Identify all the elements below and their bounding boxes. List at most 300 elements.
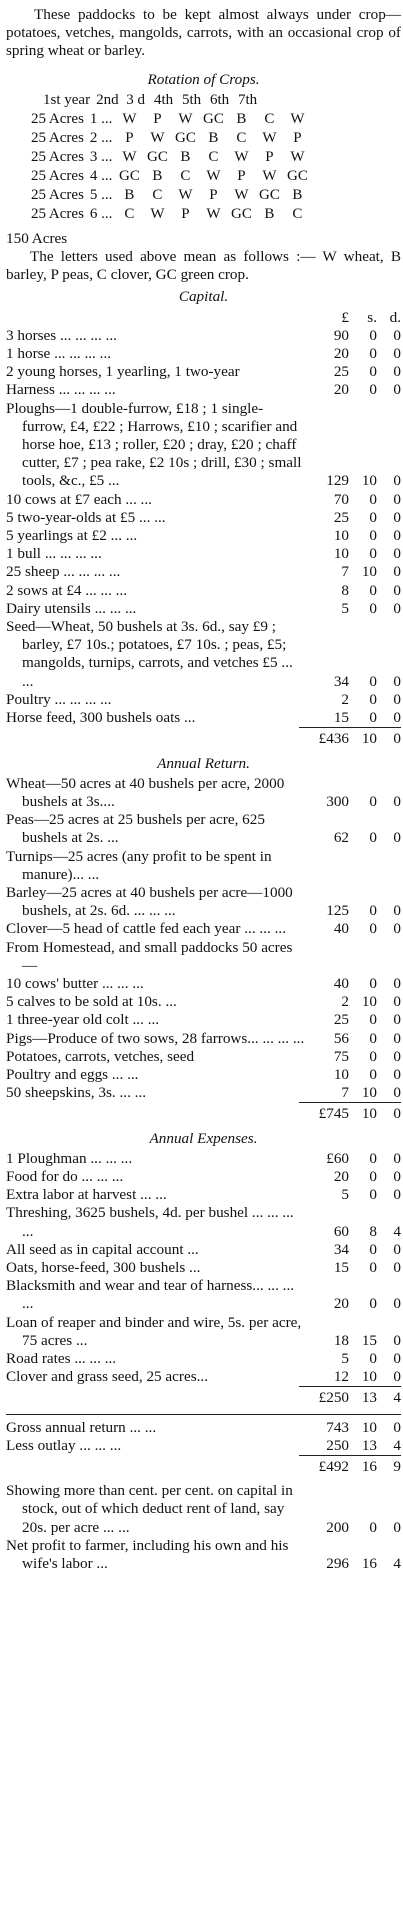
return-item-shillings: 10 [361,1084,377,1102]
return-item-label: Turnips—25 acres (any profit to be spent in manure)... ... [6,847,272,883]
expense-item-label: Oats, horse-feed, 300 bushels ... [6,1258,201,1276]
rotation-crop-cell: W [206,206,221,223]
capital-item-pounds: 25 [333,508,349,526]
expenses-total-row [6,1389,401,1407]
return-item-label: 5 calves to be sold at 10s. ... [6,993,177,1011]
rotation-field-number: 1 ... [89,111,113,128]
capital-item-shillings: 10 [361,472,377,490]
rotation-crop-cell: C [180,168,191,185]
capital-item-pence: 0 [393,563,401,581]
capital-item [6,400,401,491]
return-item-shillings: 0 [369,1029,377,1047]
rotation-acres: 25 Acres [31,130,84,147]
capital-item-pence: 0 [393,527,401,545]
capital-item-label: 1 horse ... ... ... ... [6,345,112,363]
rotation-row [28,110,311,129]
capital-item-label: 5 two-year-olds at £5 ... ... [6,508,166,526]
return-item-label: 50 sheepskins, 3s. ... ... [6,1084,147,1102]
summary-total-shillings: 16 [361,1458,377,1476]
rule [299,1455,401,1456]
rule [299,727,401,728]
capital-item [6,563,401,581]
final-item [6,1537,401,1573]
capital-item-shillings: 0 [369,381,377,399]
return-item-pence: 0 [393,920,401,938]
rotation-crop-cell: W [262,168,277,185]
return-item-label: Pigs—Produce of two sows, 28 farrows... ... ... ... [6,1029,305,1047]
capital-item-pounds: 10 [333,545,349,563]
return-item [6,920,401,938]
summary-item-label: Less outlay ... ... ... [6,1436,122,1454]
rotation-crop-cell: W [150,130,165,147]
capital-item-label: Horse feed, 300 bushels oats ... [6,709,196,727]
rotation-crop-cell: B [264,206,275,223]
capital-item-pounds: 8 [341,581,349,599]
expense-item-pence: 0 [393,1350,401,1367]
capital-item-shillings: 0 [369,490,377,508]
capital-item [6,327,401,345]
capital-item-pounds: 5 [341,599,349,617]
capital-item [6,381,401,399]
expense-item [6,1277,401,1313]
capital-item-label: Poultry ... ... ... ... [6,690,112,708]
rotation-legend: The letters used above mean as follows :— W wheat, B barley, P peas, C clover, GC green crop. [6,248,401,284]
expense-item [6,1314,401,1350]
capital-item [6,345,401,363]
return-item-shillings: 0 [369,1065,377,1083]
rotation-crop-cell: W [290,111,305,128]
expense-item-pence: 0 [393,1149,401,1167]
rotation-crop-cell: B [180,149,191,166]
rotation-crop-cell: W [122,149,137,166]
summary-item-pence: 0 [393,1418,401,1436]
capital-item [6,691,401,709]
annual-return-list [6,775,401,1103]
expense-item-pounds: 5 [341,1350,349,1367]
rotation-crop-cell: P [153,111,162,128]
expense-item-shillings: 10 [361,1368,377,1386]
currency-header [6,309,401,327]
rotation-crop-cell: GC [286,168,308,185]
expense-item-pence: 0 [393,1240,401,1258]
capital-item-label: 25 sheep ... ... ... ... [6,563,121,581]
summary-total-pence: 9 [393,1458,401,1476]
rotation-crop-cell: GC [230,206,252,223]
rotation-crop-cell: P [293,130,302,147]
rotation-header-row [28,91,262,110]
expense-item-shillings: 0 [369,1149,377,1167]
capital-item-shillings: 0 [369,508,377,526]
return-item-pounds: 25 [333,1011,349,1029]
expense-item-shillings: 0 [369,1240,377,1258]
capital-item-pounds: 2 [341,690,349,708]
return-item-label: Clover—5 head of cattle fed each year ... ... ... [6,920,287,938]
rotation-crop-cell: W [178,187,193,204]
expense-item-label: Food for do ... ... ... [6,1167,124,1185]
return-item-pounds: 300 [326,792,349,810]
rotation-crop-cell: GC [118,168,140,185]
summary-item [6,1437,401,1455]
summary-item [6,1419,401,1437]
return-item [6,848,401,884]
expense-item-shillings: 0 [369,1350,377,1367]
rotation-crop-cell: B [208,130,219,147]
expense-item-pence: 0 [393,1186,401,1204]
rotation-col-header: 3 d [126,92,145,109]
return-item-label: Wheat—50 acres at 40 bushels per acre, 2000 bushels at 3s.... [6,774,285,810]
expense-item-pounds: 34 [333,1240,349,1258]
return-total-pounds: £745 [318,1105,349,1123]
capital-item-pounds: 20 [333,345,349,363]
capital-item [6,709,401,727]
capital-item [6,509,401,527]
capital-item-pounds: 90 [333,326,349,344]
expense-item [6,1368,401,1386]
expense-item-label: Loan of reaper and binder and wire, 5s. per acre, 75 acres ... [6,1313,302,1349]
annual-expenses-list [6,1150,401,1387]
capital-item [6,491,401,509]
return-item-shillings: 0 [369,1047,377,1065]
capital-item-label: 3 horses ... ... ... ... [6,326,117,344]
intro-paragraph: These paddocks to be kept almost always under crop—potatoes, vetches, mangolds, carrots, with an occasional crop of spring wheat or barley. [6,6,401,60]
pounds-header: £ [341,308,349,326]
return-item-shillings: 0 [369,792,377,810]
capital-item-label: Harness ... ... ... ... [6,381,116,399]
capital-total-shillings: 10 [361,730,377,748]
capital-item-pounds: 34 [333,672,349,690]
capital-total-pounds: £436 [318,730,349,748]
expense-item-pence: 0 [393,1167,401,1185]
rotation-crop-cell: GC [202,111,224,128]
capital-list [6,327,401,727]
rotation-field-number: 4 ... [89,168,113,185]
final-item-shillings: 16 [361,1555,377,1573]
expenses-total-pence: 4 [393,1389,401,1407]
rotation-acres: 25 Acres [31,206,84,223]
return-item-pounds: 125 [326,902,349,920]
expense-item [6,1350,401,1368]
return-item [6,1066,401,1084]
expenses-total-pounds: £250 [318,1389,349,1407]
return-item [6,884,401,920]
capital-item-label: 2 sows at £4 ... ... ... [6,581,128,599]
expense-item [6,1241,401,1259]
rotation-crop-cell: P [209,187,218,204]
expense-item-pounds: £60 [326,1149,349,1167]
final-item-pounds: 296 [326,1555,349,1573]
expense-item-shillings: 0 [369,1258,377,1276]
return-total-shillings: 10 [361,1105,377,1123]
capital-item-pence: 0 [393,508,401,526]
final-list [6,1482,401,1573]
expense-item-shillings: 0 [369,1186,377,1204]
rotation-crop-cell: B [236,111,247,128]
capital-item-pence: 0 [393,381,401,399]
return-item-pence: 0 [393,1029,401,1047]
rotation-heading: Rotation of Crops. [147,70,260,88]
rotation-crop-cell: P [125,130,134,147]
final-item-label: Net profit to farmer, including his own and his wife's labor ... [6,1536,289,1573]
capital-item-shillings: 0 [369,345,377,363]
expense-item-pounds: 20 [333,1167,349,1185]
return-item-pence: 0 [393,902,401,920]
return-item [6,1084,401,1102]
return-item-pounds: 2 [341,993,349,1011]
rotation-crop-cell: P [265,149,274,166]
capital-item-shillings: 10 [361,563,377,581]
return-total-row [6,1105,401,1123]
rotation-crop-cell: C [292,206,303,223]
rotation-crop-cell: B [124,187,135,204]
expense-item-shillings: 15 [361,1331,377,1349]
capital-item [6,600,401,618]
rotation-field-number: 5 ... [89,187,113,204]
rotation-row [28,205,311,224]
rotation-crop-cell: P [237,168,246,185]
rotation-crop-cell: C [124,206,135,223]
return-item [6,1030,401,1048]
capital-item-label: 5 yearlings at £2 ... ... [6,527,138,545]
shillings-header: s. [367,308,377,326]
expense-item-pounds: 18 [333,1331,349,1349]
capital-item-pounds: 70 [333,490,349,508]
rotation-crop-cell: P [181,206,190,223]
rotation-col-header: 6th [209,92,230,109]
rotation-crop-cell: C [208,149,219,166]
rotation-field-number: 2 ... [89,130,113,147]
capital-item-label: Ploughs—1 double-furrow, £18 ; 1 single-furrow, £4, £22 ; Harrows, £10 ; scarifier and horse hoe, £13 ; roller, £20 ; dray, £20 ; chaff cutter, £7 ; pea rake, £2 10s ; drill, £30 ; small tools, &c., £5 ... [6,399,302,490]
rotation-col-header: 4th [153,92,174,109]
expense-item-label: Extra labor at harvest ... ... [6,1186,167,1204]
expense-item-pence: 4 [393,1222,401,1240]
final-item-label: Showing more than cent. per cent. on capital in stock, out of which deduct rent of land, say 20s. per acre ... ... [6,1482,293,1536]
return-item-pence: 0 [393,1011,401,1029]
capital-item-pounds: 10 [333,527,349,545]
capital-item-pence: 0 [393,363,401,381]
return-item-pounds: 56 [333,1029,349,1047]
rotation-acres: 25 Acres [31,168,84,185]
rotation-field-number: 3 ... [89,149,113,166]
return-item-label: Peas—25 acres at 25 bushels per acre, 625 bushels at 2s. ... [6,811,265,847]
final-item-pounds: 200 [326,1518,349,1536]
capital-item-pence: 0 [393,472,401,490]
capital-item-pounds: 129 [326,472,349,490]
rotation-row [28,129,311,148]
expense-item [6,1259,401,1277]
return-item [6,1048,401,1066]
expense-item-pence: 0 [393,1258,401,1276]
section-rule [6,1414,401,1415]
return-item-pence: 0 [393,974,401,992]
expense-item-pounds: 15 [333,1258,349,1276]
return-item [6,1011,401,1029]
expense-item-label: All seed as in capital account ... [6,1240,199,1258]
return-item-shillings: 0 [369,902,377,920]
rotation-acres: 25 Acres [31,111,84,128]
return-item-pounds: 10 [333,1065,349,1083]
return-item-label: 10 cows' butter ... ... ... [6,974,144,992]
capital-item-pounds: 20 [333,381,349,399]
return-item-shillings: 0 [369,1011,377,1029]
capital-item-shillings: 0 [369,690,377,708]
rotation-crop-cell: W [178,111,193,128]
summary-item-pounds: 743 [326,1418,349,1436]
rotation-col-header: 2nd [96,92,119,109]
capital-item-pence: 0 [393,326,401,344]
return-item-pounds: 75 [333,1047,349,1065]
capital-item-shillings: 0 [369,709,377,727]
capital-item-shillings: 0 [369,326,377,344]
rotation-crop-cell: W [206,168,221,185]
expense-item-label: 1 Ploughman ... ... ... [6,1149,133,1167]
expense-item-label: Blacksmith and wear and tear of harness... ... ... ... [6,1277,295,1313]
final-item-shillings: 0 [369,1518,377,1536]
capital-item-shillings: 0 [369,672,377,690]
return-item-pounds: 62 [333,829,349,847]
expense-item [6,1168,401,1186]
return-item-shillings: 0 [369,974,377,992]
capital-item-shillings: 0 [369,599,377,617]
rotation-crop-cell: W [290,149,305,166]
expense-item-pence: 0 [393,1295,401,1313]
expense-item-label: Road rates ... ... ... [6,1350,117,1367]
capital-item-shillings: 0 [369,527,377,545]
capital-heading: Capital. [178,288,229,306]
expense-item [6,1204,401,1240]
expense-item-pounds: 20 [333,1295,349,1313]
rotation-row [28,167,311,186]
capital-total-pence: 0 [393,730,401,748]
capital-item [6,545,401,563]
rotation-acres: 25 Acres [31,187,84,204]
return-item-pence: 0 [393,993,401,1011]
return-item-shillings: 0 [369,920,377,938]
return-item [6,775,401,811]
expense-item-label: Clover and grass seed, 25 acres... [6,1368,209,1386]
capital-item-pounds: 25 [333,363,349,381]
rotation-crop-cell: W [150,206,165,223]
expense-item [6,1186,401,1204]
summary-item-pence: 4 [393,1436,401,1454]
return-item-pence: 0 [393,1084,401,1102]
return-item-pounds: 40 [333,974,349,992]
rotation-crop-cell: C [236,130,247,147]
expense-item-pounds: 60 [333,1222,349,1240]
capital-item-label: 2 young horses, 1 yearling, 1 two-year [6,363,240,381]
expense-item-pence: 0 [393,1368,401,1386]
summary-list [6,1419,401,1455]
rotation-crop-cell: GC [258,187,280,204]
final-item [6,1482,401,1537]
rule [299,1386,401,1387]
rotation-crop-cell: B [292,187,303,204]
return-item [6,975,401,993]
capital-item [6,618,401,691]
expense-item-shillings: 8 [369,1222,377,1240]
return-item-label: Potatoes, carrots, vetches, seed [6,1047,195,1065]
capital-item-label: Seed—Wheat, 50 bushels at 3s. 6d., say £9 ; barley, £7 10s.; potatoes, £7 10s. ; peas, £5; mangolds, turnips, carrots, and vetches £5 ... ... [6,618,293,690]
return-item-pounds: 40 [333,920,349,938]
return-item [6,939,401,975]
rotation-crop-cell: W [234,149,249,166]
rotation-crop-cell: GC [146,149,168,166]
rotation-crop-cell: C [264,111,275,128]
capital-item-pence: 0 [393,545,401,563]
rotation-table [28,91,262,110]
capital-item [6,582,401,600]
return-item-label: Barley—25 acres at 40 bushels per acre—1000 bushels, at 2s. 6d. ... ... ... [6,883,293,920]
expense-item-shillings: 0 [369,1167,377,1185]
rotation-row [28,186,311,205]
rotation-col-header: 7th [237,92,258,109]
rotation-crop-cell: W [122,111,137,128]
return-item-pounds: 7 [341,1084,349,1102]
rotation-col-header: 1st year [43,92,91,109]
capital-item-label: Dairy utensils ... ... ... [6,599,137,617]
annual-expenses-heading: Annual Expenses. [149,1129,258,1147]
summary-item-shillings: 13 [361,1436,377,1454]
capital-item-pence: 0 [393,490,401,508]
rule [299,1102,401,1103]
return-item-pence: 0 [393,792,401,810]
expense-item-pounds: 5 [341,1186,349,1204]
summary-item-shillings: 10 [361,1418,377,1436]
final-item-pence: 0 [393,1518,401,1536]
capital-item-pence: 0 [393,581,401,599]
expense-item-shillings: 0 [369,1295,377,1313]
return-item-label: Poultry and eggs ... ... [6,1065,139,1083]
rotation-crop-cell: GC [174,130,196,147]
expense-item-pence: 0 [393,1331,401,1349]
rotation-col-header: 5th [181,92,202,109]
capital-item-shillings: 0 [369,581,377,599]
expenses-total-shillings: 13 [361,1389,377,1407]
capital-item-shillings: 0 [369,363,377,381]
summary-total-pounds: £492 [318,1458,349,1476]
capital-item-pounds: 7 [341,563,349,581]
capital-item-label: 10 cows at £7 each ... ... [6,490,152,508]
capital-item [6,363,401,381]
summary-total-row [6,1458,401,1476]
return-item-shillings: 10 [361,993,377,1011]
rotation-rows [28,110,311,224]
return-item [6,811,401,847]
rotation-crop-cell: W [262,130,277,147]
final-item-pence: 4 [393,1555,401,1573]
return-item-pence: 0 [393,1047,401,1065]
rotation-acres: 25 Acres [31,149,84,166]
capital-item-label: 1 bull ... ... ... ... [6,545,102,563]
capital-total-row [6,730,401,748]
capital-item-pence: 0 [393,690,401,708]
expense-item-pounds: 12 [333,1368,349,1386]
rotation-crop-cell: W [234,187,249,204]
rotation-crop-cell: B [152,168,163,185]
summary-item-label: Gross annual return ... ... [6,1418,157,1436]
rotation-crop-cell: C [152,187,163,204]
rotation-field-number: 6 ... [89,206,113,223]
return-item-label: 1 three-year old colt ... ... [6,1011,160,1029]
return-total-pence: 0 [393,1105,401,1123]
capital-item-pence: 0 [393,345,401,363]
annual-return-heading: Annual Return. [157,754,250,772]
rotation-total: 150 Acres [6,229,68,247]
capital-item-pence: 0 [393,672,401,690]
return-item-pence: 0 [393,829,401,847]
expense-item [6,1150,401,1168]
capital-item-pence: 0 [393,709,401,727]
capital-item-shillings: 0 [369,545,377,563]
